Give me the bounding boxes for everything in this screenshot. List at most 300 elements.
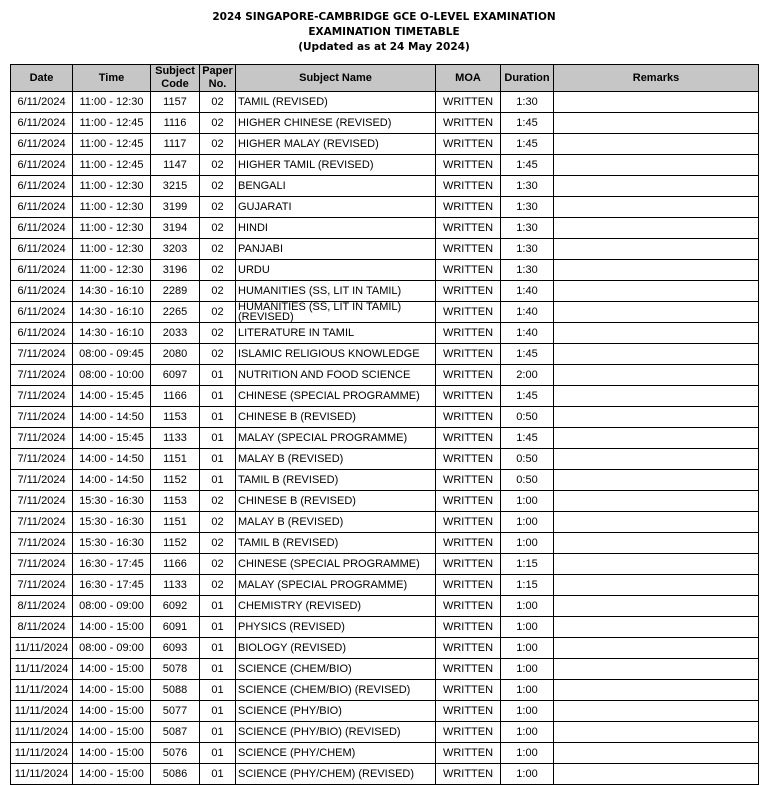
time-cell: 08:00 - 10:00 [73, 365, 151, 386]
paper-no-cell: 02 [200, 491, 236, 512]
date-cell: 6/11/2024 [11, 134, 73, 155]
remarks-cell [554, 155, 759, 176]
subject-code-cell: 5086 [151, 764, 200, 785]
paper-no-cell: 01 [200, 428, 236, 449]
subject-name-cell: SCIENCE (PHY/BIO) [236, 701, 436, 722]
subject-code-cell: 1153 [151, 491, 200, 512]
time-cell: 14:30 - 16:10 [73, 281, 151, 302]
remarks-cell [554, 323, 759, 344]
moa-cell: WRITTEN [436, 281, 501, 302]
col-header-subject-name: Subject Name [236, 65, 436, 92]
duration-cell: 1:30 [501, 176, 554, 197]
moa-cell: WRITTEN [436, 554, 501, 575]
time-cell: 14:30 - 16:10 [73, 302, 151, 323]
time-cell: 14:00 - 15:00 [73, 764, 151, 785]
table-row [11, 260, 759, 281]
moa-cell: WRITTEN [436, 617, 501, 638]
remarks-cell [554, 575, 759, 596]
subject-name-cell: LITERATURE IN TAMIL [236, 323, 436, 344]
subject-code-cell: 1152 [151, 470, 200, 491]
remarks-cell [554, 113, 759, 134]
remarks-cell [554, 470, 759, 491]
col-header-date: Date [11, 65, 73, 92]
table-row [11, 638, 759, 659]
table-row [11, 134, 759, 155]
paper-no-cell: 02 [200, 155, 236, 176]
table-row [11, 722, 759, 743]
duration-cell: 1:40 [501, 323, 554, 344]
paper-no-cell: 01 [200, 722, 236, 743]
subject-code-cell: 3203 [151, 239, 200, 260]
subject-name-cell: TAMIL B (REVISED) [236, 533, 436, 554]
remarks-cell [554, 197, 759, 218]
duration-cell: 1:30 [501, 92, 554, 113]
subject-name-cell: SCIENCE (PHY/CHEM) (REVISED) [236, 764, 436, 785]
table-row [11, 407, 759, 428]
duration-cell: 1:00 [501, 512, 554, 533]
date-cell: 6/11/2024 [11, 302, 73, 323]
subject-code-cell: 1151 [151, 512, 200, 533]
table-row [11, 113, 759, 134]
time-cell: 15:30 - 16:30 [73, 512, 151, 533]
date-cell: 6/11/2024 [11, 113, 73, 134]
moa-cell: WRITTEN [436, 260, 501, 281]
remarks-cell [554, 512, 759, 533]
date-cell: 6/11/2024 [11, 260, 73, 281]
table-row [11, 344, 759, 365]
table-row [11, 365, 759, 386]
date-cell: 7/11/2024 [11, 407, 73, 428]
table-row [11, 155, 759, 176]
remarks-cell [554, 722, 759, 743]
remarks-cell [554, 134, 759, 155]
time-cell: 11:00 - 12:30 [73, 92, 151, 113]
header-exam-title: 2024 SINGAPORE-CAMBRIDGE GCE O-LEVEL EXAMINATION [212, 11, 556, 23]
paper-no-cell: 02 [200, 323, 236, 344]
moa-cell: WRITTEN [436, 659, 501, 680]
remarks-cell [554, 449, 759, 470]
moa-cell: WRITTEN [436, 155, 501, 176]
subject-code-cell: 2289 [151, 281, 200, 302]
date-cell: 7/11/2024 [11, 575, 73, 596]
paper-no-cell: 01 [200, 701, 236, 722]
subject-code-cell: 2080 [151, 344, 200, 365]
date-cell: 11/11/2024 [11, 659, 73, 680]
table-row [11, 470, 759, 491]
paper-no-cell: 01 [200, 638, 236, 659]
subject-code-cell: 5087 [151, 722, 200, 743]
time-cell: 11:00 - 12:45 [73, 113, 151, 134]
remarks-cell [554, 218, 759, 239]
date-cell: 7/11/2024 [11, 554, 73, 575]
moa-cell: WRITTEN [436, 197, 501, 218]
duration-cell: 1:45 [501, 344, 554, 365]
duration-cell: 1:30 [501, 260, 554, 281]
subject-code-cell: 1153 [151, 407, 200, 428]
moa-cell: WRITTEN [436, 449, 501, 470]
date-cell: 11/11/2024 [11, 764, 73, 785]
subject-name-cell: TAMIL (REVISED) [236, 92, 436, 113]
remarks-cell [554, 743, 759, 764]
subject-name-cell: HUMANITIES (SS, LIT IN TAMIL)(REVISED) [236, 302, 436, 323]
time-cell: 11:00 - 12:45 [73, 155, 151, 176]
subject-code-cell: 1117 [151, 134, 200, 155]
time-cell: 11:00 - 12:30 [73, 260, 151, 281]
date-cell: 8/11/2024 [11, 596, 73, 617]
subject-name-cell: PANJABI [236, 239, 436, 260]
duration-cell: 2:00 [501, 365, 554, 386]
table-row [11, 554, 759, 575]
date-cell: 7/11/2024 [11, 365, 73, 386]
time-cell: 08:00 - 09:00 [73, 596, 151, 617]
date-cell: 11/11/2024 [11, 680, 73, 701]
table-row [11, 596, 759, 617]
date-cell: 11/11/2024 [11, 701, 73, 722]
subject-name-cell: CHINESE B (REVISED) [236, 491, 436, 512]
subject-code-cell: 1133 [151, 428, 200, 449]
table-row [11, 680, 759, 701]
table-row [11, 428, 759, 449]
remarks-cell [554, 92, 759, 113]
paper-no-cell: 01 [200, 743, 236, 764]
duration-cell: 1:45 [501, 113, 554, 134]
time-cell: 11:00 - 12:30 [73, 218, 151, 239]
moa-cell: WRITTEN [436, 176, 501, 197]
remarks-cell [554, 638, 759, 659]
remarks-cell [554, 554, 759, 575]
time-cell: 08:00 - 09:45 [73, 344, 151, 365]
date-cell: 6/11/2024 [11, 323, 73, 344]
duration-cell: 1:00 [501, 764, 554, 785]
col-header-time: Time [73, 65, 151, 92]
subject-name-cell: HUMANITIES (SS, LIT IN TAMIL) [236, 281, 436, 302]
remarks-cell [554, 428, 759, 449]
time-cell: 14:00 - 15:00 [73, 743, 151, 764]
subject-code-cell: 3199 [151, 197, 200, 218]
moa-cell: WRITTEN [436, 491, 501, 512]
remarks-cell [554, 365, 759, 386]
table-row [11, 197, 759, 218]
duration-cell: 1:00 [501, 596, 554, 617]
header-timetable-title: EXAMINATION TIMETABLE [308, 26, 460, 38]
time-cell: 14:00 - 15:00 [73, 680, 151, 701]
remarks-cell [554, 764, 759, 785]
header-updated-date: (Updated as at 24 May 2024) [298, 41, 470, 53]
duration-cell: 1:45 [501, 155, 554, 176]
moa-cell: WRITTEN [436, 365, 501, 386]
paper-no-cell: 02 [200, 302, 236, 323]
paper-no-cell: 02 [200, 197, 236, 218]
col-header-paper-no: Paper No. [200, 65, 236, 92]
table-header-row [11, 65, 759, 92]
table-row [11, 659, 759, 680]
paper-no-cell: 02 [200, 344, 236, 365]
table-row [11, 533, 759, 554]
moa-cell: WRITTEN [436, 407, 501, 428]
date-cell: 6/11/2024 [11, 92, 73, 113]
duration-cell: 1:00 [501, 617, 554, 638]
duration-cell: 1:00 [501, 533, 554, 554]
table-row [11, 176, 759, 197]
moa-cell: WRITTEN [436, 743, 501, 764]
time-cell: 11:00 - 12:30 [73, 197, 151, 218]
subject-name-cell: BIOLOGY (REVISED) [236, 638, 436, 659]
paper-no-cell: 02 [200, 575, 236, 596]
moa-cell: WRITTEN [436, 218, 501, 239]
duration-cell: 1:00 [501, 701, 554, 722]
table-row [11, 743, 759, 764]
subject-code-cell: 1116 [151, 113, 200, 134]
paper-no-cell: 02 [200, 176, 236, 197]
paper-no-cell: 02 [200, 239, 236, 260]
subject-code-cell: 1151 [151, 449, 200, 470]
subject-name-cell: SCIENCE (CHEM/BIO) [236, 659, 436, 680]
date-cell: 6/11/2024 [11, 239, 73, 260]
timetable-table [10, 64, 759, 785]
time-cell: 14:00 - 15:45 [73, 386, 151, 407]
paper-no-cell: 01 [200, 407, 236, 428]
timetable-body [11, 92, 759, 785]
moa-cell: WRITTEN [436, 512, 501, 533]
table-row [11, 386, 759, 407]
moa-cell: WRITTEN [436, 302, 501, 323]
duration-cell: 1:00 [501, 638, 554, 659]
date-cell: 6/11/2024 [11, 155, 73, 176]
duration-cell: 1:40 [501, 302, 554, 323]
subject-code-cell: 5077 [151, 701, 200, 722]
date-cell: 7/11/2024 [11, 470, 73, 491]
subject-code-cell: 1157 [151, 92, 200, 113]
paper-no-cell: 01 [200, 470, 236, 491]
duration-cell: 1:45 [501, 386, 554, 407]
subject-name-cell: SCIENCE (CHEM/BIO) (REVISED) [236, 680, 436, 701]
date-cell: 7/11/2024 [11, 491, 73, 512]
subject-code-cell: 6097 [151, 365, 200, 386]
remarks-cell [554, 701, 759, 722]
subject-name-cell: SCIENCE (PHY/BIO) (REVISED) [236, 722, 436, 743]
moa-cell: WRITTEN [436, 428, 501, 449]
paper-no-cell: 01 [200, 449, 236, 470]
date-cell: 7/11/2024 [11, 449, 73, 470]
time-cell: 14:00 - 15:00 [73, 722, 151, 743]
paper-no-cell: 01 [200, 386, 236, 407]
time-cell: 14:00 - 14:50 [73, 470, 151, 491]
paper-no-cell: 01 [200, 764, 236, 785]
moa-cell: WRITTEN [436, 680, 501, 701]
remarks-cell [554, 407, 759, 428]
subject-name-cell: HINDI [236, 218, 436, 239]
table-row [11, 617, 759, 638]
time-cell: 16:30 - 17:45 [73, 575, 151, 596]
paper-no-cell: 02 [200, 134, 236, 155]
date-cell: 6/11/2024 [11, 281, 73, 302]
subject-code-cell: 1147 [151, 155, 200, 176]
table-row [11, 575, 759, 596]
duration-cell: 1:00 [501, 722, 554, 743]
subject-name-cell: MALAY B (REVISED) [236, 512, 436, 533]
moa-cell: WRITTEN [436, 344, 501, 365]
subject-code-cell: 3215 [151, 176, 200, 197]
duration-cell: 1:45 [501, 428, 554, 449]
subject-name-cell: GUJARATI [236, 197, 436, 218]
moa-cell: WRITTEN [436, 596, 501, 617]
col-header-moa: MOA [436, 65, 501, 92]
table-row [11, 323, 759, 344]
date-cell: 6/11/2024 [11, 218, 73, 239]
table-row [11, 218, 759, 239]
subject-code-cell: 2265 [151, 302, 200, 323]
table-row [11, 302, 759, 323]
subject-name-cell: HIGHER TAMIL (REVISED) [236, 155, 436, 176]
subject-code-cell: 2033 [151, 323, 200, 344]
date-cell: 11/11/2024 [11, 743, 73, 764]
remarks-cell [554, 680, 759, 701]
duration-cell: 0:50 [501, 470, 554, 491]
moa-cell: WRITTEN [436, 764, 501, 785]
moa-cell: WRITTEN [436, 92, 501, 113]
table-row [11, 512, 759, 533]
table-row [11, 281, 759, 302]
subject-name-cell: ISLAMIC RELIGIOUS KNOWLEDGE [236, 344, 436, 365]
duration-cell: 1:15 [501, 575, 554, 596]
duration-cell: 1:00 [501, 659, 554, 680]
remarks-cell [554, 386, 759, 407]
remarks-cell [554, 659, 759, 680]
date-cell: 7/11/2024 [11, 344, 73, 365]
time-cell: 15:30 - 16:30 [73, 491, 151, 512]
subject-code-cell: 6091 [151, 617, 200, 638]
col-header-duration: Duration [501, 65, 554, 92]
time-cell: 08:00 - 09:00 [73, 638, 151, 659]
time-cell: 14:00 - 15:00 [73, 701, 151, 722]
subject-code-cell: 5088 [151, 680, 200, 701]
table-row [11, 449, 759, 470]
remarks-cell [554, 596, 759, 617]
date-cell: 7/11/2024 [11, 533, 73, 554]
moa-cell: WRITTEN [436, 575, 501, 596]
moa-cell: WRITTEN [436, 470, 501, 491]
date-cell: 7/11/2024 [11, 428, 73, 449]
subject-code-cell: 1133 [151, 575, 200, 596]
time-cell: 14:00 - 15:00 [73, 659, 151, 680]
paper-no-cell: 01 [200, 596, 236, 617]
date-cell: 11/11/2024 [11, 638, 73, 659]
duration-cell: 1:00 [501, 491, 554, 512]
moa-cell: WRITTEN [436, 134, 501, 155]
time-cell: 11:00 - 12:30 [73, 176, 151, 197]
table-row [11, 491, 759, 512]
paper-no-cell: 02 [200, 554, 236, 575]
table-row [11, 239, 759, 260]
duration-cell: 1:00 [501, 680, 554, 701]
date-cell: 8/11/2024 [11, 617, 73, 638]
time-cell: 14:00 - 14:50 [73, 449, 151, 470]
time-cell: 11:00 - 12:30 [73, 239, 151, 260]
paper-no-cell: 02 [200, 512, 236, 533]
time-cell: 14:30 - 16:10 [73, 323, 151, 344]
remarks-cell [554, 260, 759, 281]
subject-name-cell: CHINESE B (REVISED) [236, 407, 436, 428]
subject-name-cell: HIGHER MALAY (REVISED) [236, 134, 436, 155]
subject-code-cell: 6093 [151, 638, 200, 659]
time-cell: 14:00 - 15:00 [73, 617, 151, 638]
remarks-cell [554, 239, 759, 260]
subject-code-cell: 5078 [151, 659, 200, 680]
paper-no-cell: 01 [200, 680, 236, 701]
duration-cell: 1:30 [501, 218, 554, 239]
time-cell: 14:00 - 14:50 [73, 407, 151, 428]
remarks-cell [554, 176, 759, 197]
subject-name-cell: CHEMISTRY (REVISED) [236, 596, 436, 617]
date-cell: 6/11/2024 [11, 197, 73, 218]
date-cell: 7/11/2024 [11, 386, 73, 407]
duration-cell: 1:30 [501, 197, 554, 218]
table-row [11, 764, 759, 785]
moa-cell: WRITTEN [436, 701, 501, 722]
subject-code-cell: 6092 [151, 596, 200, 617]
subject-name-cell: NUTRITION AND FOOD SCIENCE [236, 365, 436, 386]
subject-name-cell: SCIENCE (PHY/CHEM) [236, 743, 436, 764]
paper-no-cell: 02 [200, 533, 236, 554]
time-cell: 16:30 - 17:45 [73, 554, 151, 575]
duration-cell: 1:00 [501, 743, 554, 764]
duration-cell: 1:30 [501, 239, 554, 260]
col-header-subject-code: Subject Code [151, 65, 200, 92]
time-cell: 15:30 - 16:30 [73, 533, 151, 554]
subject-code-cell: 3194 [151, 218, 200, 239]
subject-code-cell: 1166 [151, 386, 200, 407]
subject-name-cell: URDU [236, 260, 436, 281]
remarks-cell [554, 491, 759, 512]
table-row [11, 92, 759, 113]
col-header-remarks: Remarks [554, 65, 759, 92]
paper-no-cell: 02 [200, 281, 236, 302]
paper-no-cell: 02 [200, 113, 236, 134]
subject-code-cell: 3196 [151, 260, 200, 281]
subject-name-cell: CHINESE (SPECIAL PROGRAMME) [236, 554, 436, 575]
subject-code-cell: 1152 [151, 533, 200, 554]
subject-name-cell: MALAY B (REVISED) [236, 449, 436, 470]
subject-name-cell: TAMIL B (REVISED) [236, 470, 436, 491]
subject-name-cell: MALAY (SPECIAL PROGRAMME) [236, 575, 436, 596]
remarks-cell [554, 281, 759, 302]
subject-name-cell: MALAY (SPECIAL PROGRAMME) [236, 428, 436, 449]
moa-cell: WRITTEN [436, 386, 501, 407]
paper-no-cell: 02 [200, 92, 236, 113]
subject-name-cell: PHYSICS (REVISED) [236, 617, 436, 638]
remarks-cell [554, 344, 759, 365]
paper-no-cell: 01 [200, 659, 236, 680]
duration-cell: 1:45 [501, 134, 554, 155]
paper-no-cell: 02 [200, 218, 236, 239]
time-cell: 11:00 - 12:45 [73, 134, 151, 155]
table-row [11, 701, 759, 722]
duration-cell: 0:50 [501, 449, 554, 470]
date-cell: 6/11/2024 [11, 176, 73, 197]
moa-cell: WRITTEN [436, 113, 501, 134]
duration-cell: 0:50 [501, 407, 554, 428]
date-cell: 7/11/2024 [11, 512, 73, 533]
moa-cell: WRITTEN [436, 533, 501, 554]
date-cell: 11/11/2024 [11, 722, 73, 743]
subject-code-cell: 5076 [151, 743, 200, 764]
duration-cell: 1:40 [501, 281, 554, 302]
time-cell: 14:00 - 15:45 [73, 428, 151, 449]
paper-no-cell: 01 [200, 365, 236, 386]
duration-cell: 1:15 [501, 554, 554, 575]
subject-name-cell: BENGALI [236, 176, 436, 197]
moa-cell: WRITTEN [436, 722, 501, 743]
